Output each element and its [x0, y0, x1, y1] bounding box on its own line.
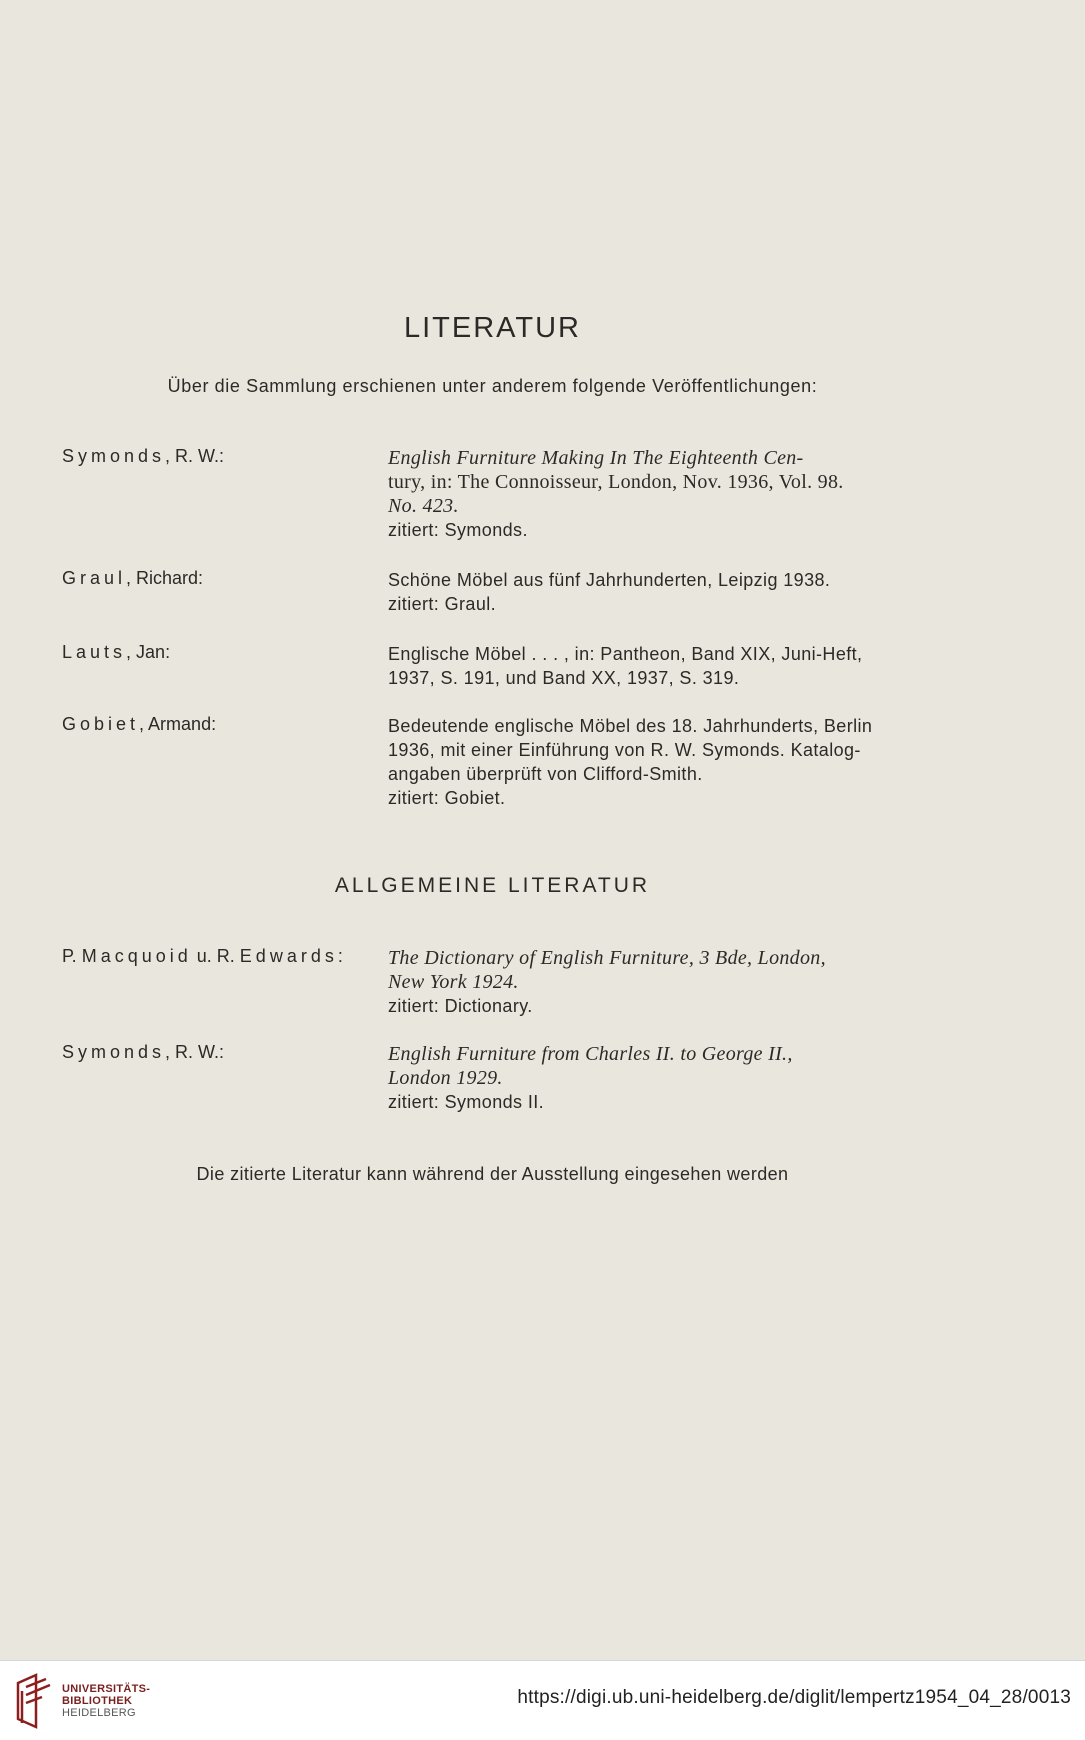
- reference-line: English Furniture from Charles II. to George II.,: [388, 1043, 793, 1065]
- author-surname: Macquoid: [81, 946, 192, 966]
- library-name-line: HEIDELBERG: [62, 1707, 136, 1719]
- author-given: , R. W.:: [165, 446, 225, 466]
- section-subtitle: ALLGEMEINE LITERATUR: [334, 874, 651, 897]
- library-name-line: BIBLIOTHEK: [62, 1695, 133, 1707]
- author-surname: Symonds: [62, 1042, 166, 1062]
- library-name: [62, 1683, 150, 1719]
- page-title: LITERATUR: [404, 312, 581, 344]
- reference-line: Bedeutende englische Möbel des 18. Jahrhunderts, Berlin: [388, 716, 873, 736]
- citation-short: zitiert: Dictionary.: [388, 996, 533, 1016]
- reference-line: The Dictionary of English Furniture, 3 Bde, London,: [388, 947, 826, 969]
- entry-author: [62, 1042, 224, 1063]
- author-surname: Lauts: [62, 642, 127, 662]
- citation-short: zitiert: Graul.: [388, 594, 497, 614]
- entry-author: [62, 714, 216, 735]
- author-given: , Richard:: [126, 568, 204, 588]
- author-conjunction: u. R.: [196, 946, 235, 966]
- entry-reference: [388, 1042, 916, 1114]
- author-initial: P.: [62, 946, 77, 966]
- entry-author: [62, 446, 224, 467]
- intro-text: Über die Sammlung erschienen unter anderem folgende Veröffentlichungen:: [167, 376, 818, 396]
- library-footer: [0, 1660, 1085, 1740]
- reference-line: tury, in: The Connoisseur, London, Nov. 1936, Vol. 98.: [388, 471, 844, 493]
- entry-reference: [388, 714, 916, 810]
- author-surname: Graul: [62, 568, 127, 588]
- author-surname: Edwards:: [239, 946, 347, 966]
- citation-short: zitiert: Gobiet.: [388, 788, 506, 808]
- reference-line: 1936, mit einer Einführung von R. W. Symonds. Katalog-: [388, 740, 861, 760]
- author-given: , R. W.:: [165, 1042, 225, 1062]
- citation-short: zitiert: Symonds.: [388, 520, 528, 540]
- reference-line: Schöne Möbel aus fünf Jahrhunderten, Leipzig 1938.: [388, 570, 831, 590]
- reference-line: angaben überprüft von Clifford-Smith.: [388, 764, 703, 784]
- reference-line: English Furniture Making In The Eighteenth Cen-: [388, 447, 804, 469]
- reference-line: Englische Möbel . . . , in: Pantheon, Band XIX, Juni-Heft,: [388, 644, 863, 664]
- library-logo-icon: [12, 1673, 56, 1729]
- reference-line: No. 423.: [388, 495, 459, 517]
- entry-reference: [388, 642, 916, 690]
- document-url-link[interactable]: https://digi.ub.uni-heidelberg.de/diglit/lempertz1954_04_28/0013: [517, 1687, 1071, 1708]
- entry-author: [62, 568, 203, 589]
- reference-line: New York 1924.: [388, 971, 519, 993]
- library-name-line: UNIVERSITÄTS-: [62, 1683, 151, 1695]
- entry-author: [62, 946, 347, 967]
- author-surname: Symonds: [62, 446, 166, 466]
- entry-reference: [388, 946, 916, 1018]
- citation-short: zitiert: Symonds II.: [388, 1092, 545, 1112]
- reference-line: 1937, S. 191, und Band XX, 1937, S. 319.: [388, 668, 740, 688]
- author-given: , Armand:: [139, 714, 217, 734]
- entry-reference: [388, 568, 916, 616]
- entry-reference: [388, 446, 916, 542]
- entry-author: [62, 642, 170, 663]
- author-surname: Gobiet: [62, 714, 140, 734]
- closing-note: Die zitierte Literatur kann während der Ausstellung eingesehen werden: [196, 1164, 789, 1184]
- reference-line: London 1929.: [388, 1067, 503, 1089]
- author-given: , Jan:: [126, 642, 171, 662]
